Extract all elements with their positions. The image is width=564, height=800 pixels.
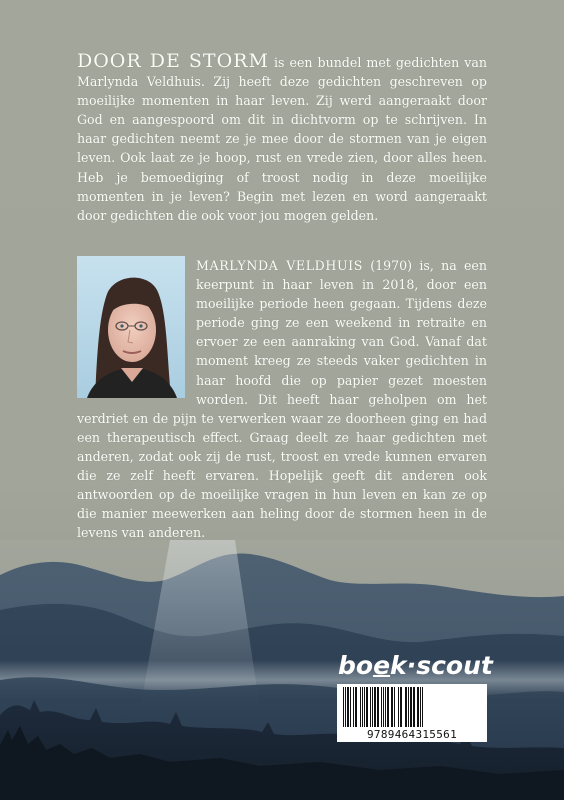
publisher-logo-dot: ·: [406, 651, 417, 680]
barcode-bar: [405, 687, 407, 727]
barcode-bar: [394, 687, 395, 727]
barcode-bar: [420, 687, 421, 727]
publisher-logo-text-3: k: [390, 651, 407, 680]
barcode-bar: [366, 687, 368, 727]
barcode-bar: [343, 687, 344, 727]
publisher-logo-text-1: bo: [338, 651, 374, 680]
barcode-bar: [355, 687, 357, 727]
barcode-bar: [383, 687, 384, 727]
barcode-bar: [374, 687, 376, 727]
barcode-bar: [377, 687, 379, 727]
publisher-logo-text-4: scout: [416, 651, 493, 680]
barcode-bar: [410, 687, 412, 727]
author-portrait-image: [77, 256, 185, 398]
barcode-bars: [341, 687, 483, 727]
barcode: [337, 684, 487, 742]
barcode-bar: [370, 687, 371, 727]
barcode-bar: [381, 687, 382, 727]
barcode-bar: [391, 687, 393, 727]
barcode-bar: [353, 687, 354, 727]
author-bio: [77, 256, 487, 542]
barcode-bar: [360, 687, 361, 727]
barcode-bar: [408, 687, 409, 727]
barcode-bar: [347, 687, 349, 727]
publisher-logo-text-2: e: [373, 651, 391, 680]
barcode-bar: [413, 687, 415, 727]
barcode-bar: [362, 687, 363, 727]
barcode-bar: [417, 687, 419, 727]
book-description: [77, 52, 487, 225]
book-description-text: is een bundel met gedichten van Marlynda Veldhuis. Zij heeft deze gedichten geschreven op moeilijke momenten in haar leven. Zij werd aangeraakt door God en aangespoord om dit in dichtvorm op te schrijven. In haar gedichten neemt ze je mee door de stormen van je eigen leven. Ook laat ze je hoop, rust en vrede zien, door alles heen. Heb je bemoediging of troost nodig in deze moeilijke momenten in je leven? Begin met lezen en word aangeraakt door gedichten die ook voor jou mogen gelden.: [77, 55, 488, 223]
barcode-bar: [364, 687, 365, 727]
barcode-bar: [385, 687, 386, 727]
author-name: MARLYNDA VELDHUIS: [196, 258, 363, 273]
author-bio-text: (1970) is, na een keerpunt in haar leven in 2018, door een moeilijke periode heen gegaan. Tijdens deze periode ging ze een weekend in retraite en ervoer ze een aanraking van God. Vanaf dat moment kreeg ze steeds vaker gedichten in haar hoofd die op papier gezet moesten worden. Dit heeft haar geholpen om het verdriet en de pijn te verwerken waar ze doorheen ging en had een therapeutisch effect. Graag deelt ze haar gedichten met anderen, zodat ook zij de rust, troost en vrede kunnen ervaren die ze zelf heeft ervaren. Hopelijk geeft dit anderen ook antwoorden op de moeilijke vragen in hun leven en kan ze op die manier meewerken aan heling door de stormen heen in de levens van anderen.: [77, 258, 487, 541]
isbn-number: 9789464315561: [367, 728, 457, 741]
publisher-logo: [338, 651, 493, 681]
barcode-bar: [350, 687, 351, 727]
book-title: DOOR DE STORM: [77, 50, 269, 72]
barcode-bar: [387, 687, 389, 727]
barcode-bar: [398, 687, 399, 727]
barcode-bar: [400, 687, 402, 727]
barcode-bar: [345, 687, 346, 727]
barcode-bar: [422, 687, 423, 727]
author-photo: [77, 256, 185, 398]
barcode-bar: [372, 687, 373, 727]
